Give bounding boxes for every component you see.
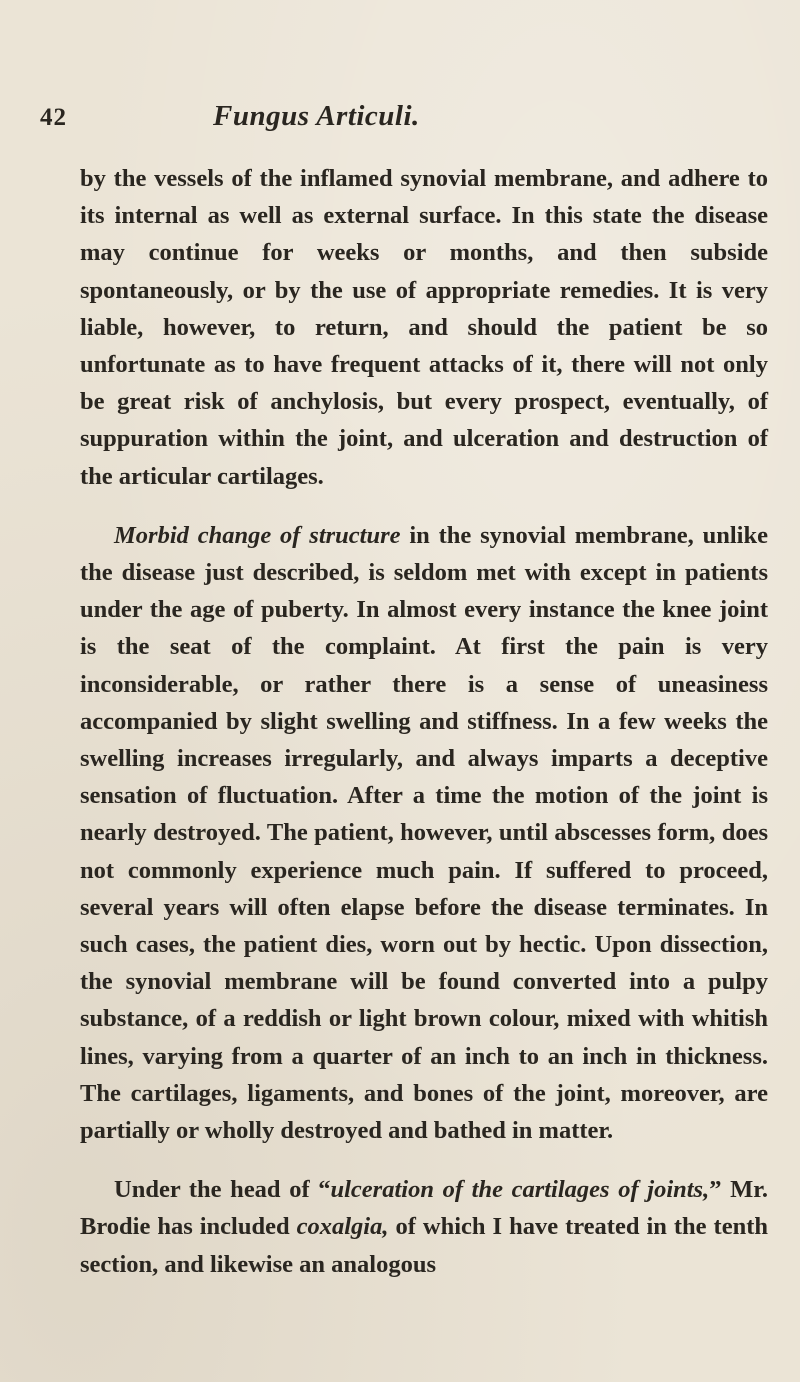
- paragraph-2-text: in the synovial membrane, unlike the disease just described, is seldom met with except in patients under the age of puberty. In almost every instance the knee joint is the seat of the complaint. At first the pain is very inconsiderable, or rather there is a sense of uneasiness accompanied by slight swelling and stiffness. In a few weeks the swelling increases irregularly, and always imparts a deceptive sensation of fluctuation. After a time the motion of the joint is nearly destroyed. The patient, however, until abscesses form, does not commonly experience much pain. If suffered to proceed, several years will often elapse before the disease terminates. In such cases, the patient dies, worn out by hectic. Upon dissection, the synovial membrane will be found converted into a pulpy substance, of a reddish or light brown colour, mixed with whitish lines, varying from a quarter of an inch to an inch in thickness. The cartilages, ligaments, and bones of the joint, moreover, are partially or wholly destroyed and bathed in matter.: [80, 521, 768, 1145]
- body-text: [80, 160, 768, 1283]
- paragraph-3-italic-a: ulceration of the cartilages of joints,: [330, 1176, 710, 1204]
- paragraph-3-part-3: of which I have treated in the tenth section, and likewise an analogous: [80, 1213, 768, 1278]
- paragraph-3-italic-b: coxalgia,: [296, 1213, 389, 1241]
- paragraph-2: [80, 517, 768, 1149]
- running-head: [40, 100, 760, 144]
- paragraph-3-part-2: ” Mr. Brodie has included: [80, 1176, 768, 1241]
- paragraph-3: [80, 1171, 768, 1283]
- paragraph-2-italic-lead: Morbid change of structure: [114, 521, 401, 549]
- paragraph-3-part-1: Under the head of “: [114, 1176, 331, 1204]
- running-title: Fungus Articuli.: [213, 100, 420, 132]
- paragraph-1: [80, 160, 768, 495]
- page-number: 42: [40, 104, 67, 131]
- paragraph-1-text: by the vessels of the inflamed synovial membrane, and adhere to its internal as well as external surface. In this state the disease may continue for weeks or months, and then subside spontaneously, or by the use of appropriate remedies. It is very liable, however, to return, and should the patient be so unfortunate as to have frequent attacks of it, there will not only be great risk of anchylosis, but every prospect, eventually, of suppuration within the joint, and ulceration and destruction of the articular cartilages.: [80, 165, 768, 490]
